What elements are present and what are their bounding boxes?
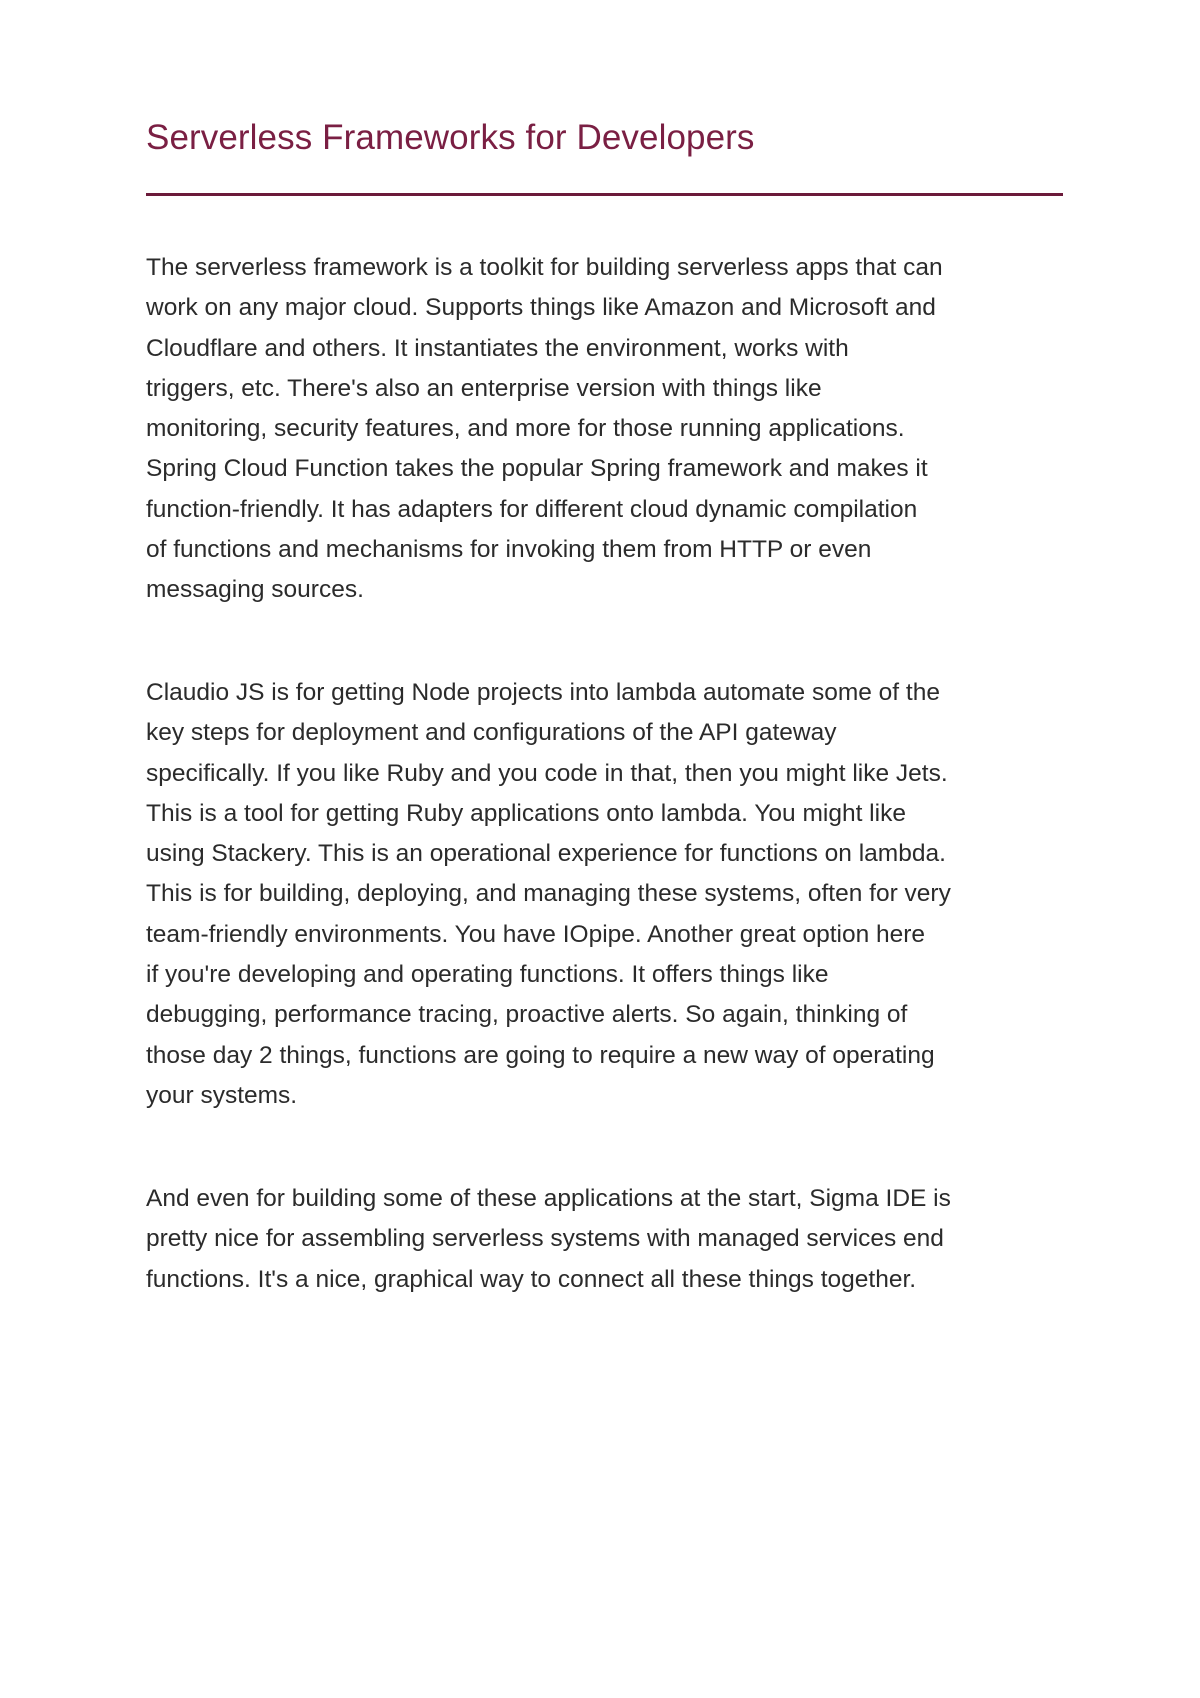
paragraph-serverless-framework: The serverless framework is a toolkit for building serverless apps that can work on any major cloud. Supports things like Amazon and Microsoft and Cloudflare and others. It instantiates the environment, works with triggers, etc. There's also an enterprise version with things like monitoring, security features, and more for those running applications. Spring Cloud Function takes the popular Spring framework and makes it function-friendly. It has adapters for different cloud dynamic compilation of functions and mechanisms for invoking them from HTTP or even messaging sources. [146,254,943,604]
title-divider [146,193,1063,196]
paragraph-sigma-ide: And even for building some of these applications at the start, Sigma IDE is pretty nice for assembling serverless systems with managed services end functions. It's a nice, graphical way to connect all these things together. [146,1185,951,1293]
paragraph-claudio-js: Claudio JS is for getting Node projects into lambda automate some of the key steps for deployment and configurations of the API gateway specifically. If you like Ruby and you code in that, then you might like Jets. This is a tool for getting Ruby applications onto lambda. You might like using Stackery. This is an operational experience for functions on lambda. This is for building, deploying, and managing these systems, often for very team-friendly environments. You have IOpipe. Another great option here if you're developing and operating functions. It offers things like debugging, performance tracing, proactive alerts. So again, thinking of those day 2 things, functions are going to require a new way of operating your systems. [146,679,951,1109]
page-title: Serverless Frameworks for Developers [146,118,755,157]
